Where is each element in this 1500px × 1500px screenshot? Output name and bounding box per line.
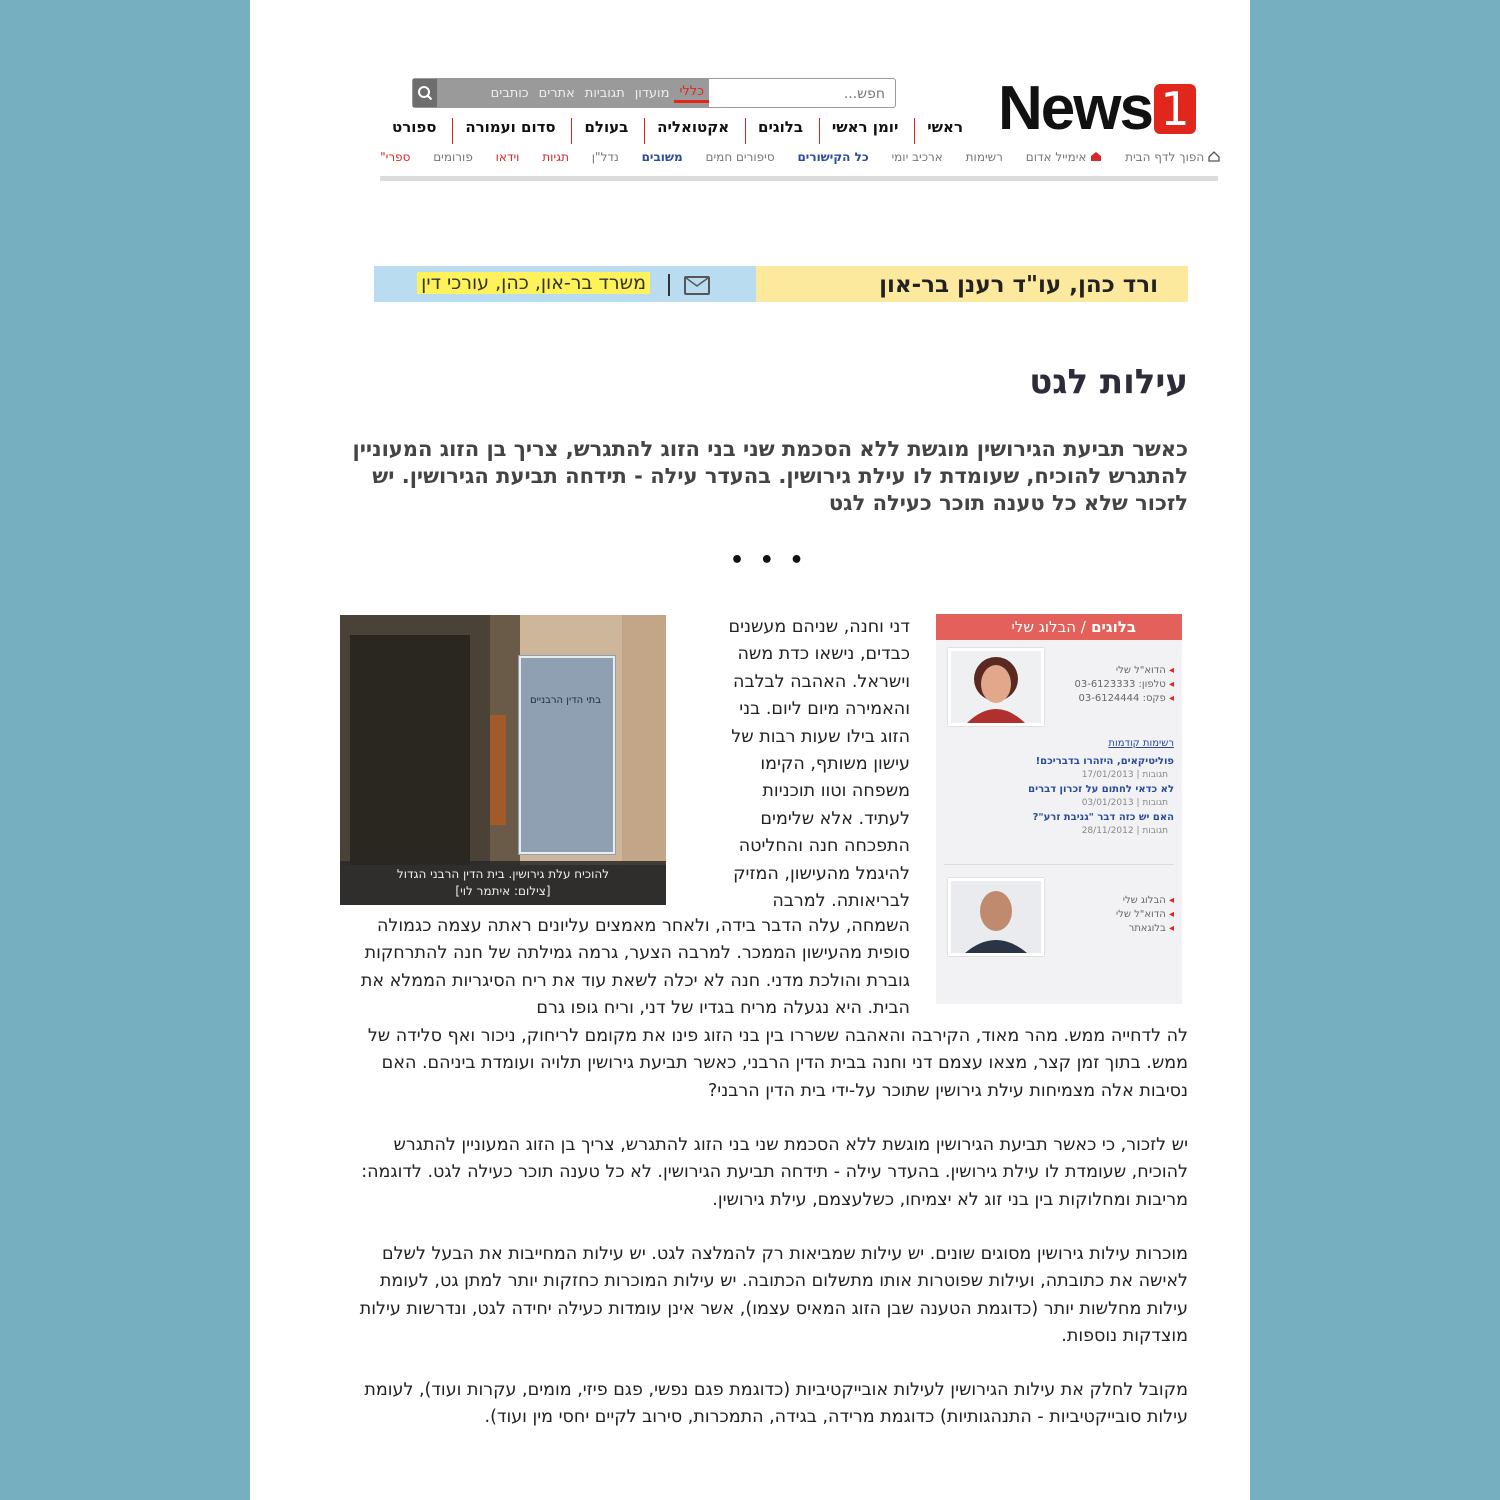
author2-avatar[interactable] [948, 878, 1044, 956]
banner-firm-name: משרד בר-און, כהן, עורכי דין [417, 272, 650, 294]
search-button[interactable] [413, 79, 437, 107]
header-divider [380, 176, 1218, 181]
recent-post-2[interactable]: לא כדאי לחתום על זכרון דברים [1028, 784, 1174, 795]
subnav-lists[interactable]: רשימות [965, 150, 1003, 164]
search-tab-club[interactable]: מועדון [634, 85, 670, 101]
court-photo [340, 615, 666, 905]
recent-post-1[interactable]: פוליטיקאים, היזהרו בדבריכם! [1035, 756, 1174, 767]
banner-authors [756, 266, 1188, 302]
search-tab-comments[interactable]: תגוביות [584, 85, 625, 101]
subnav-red-email[interactable]: אימייל אדום [1026, 150, 1103, 170]
author1-email-link[interactable]: ◂ הדוא"ל שלי [1115, 665, 1174, 676]
author1-fax: ◂ פקס: 03-6124444 [1078, 693, 1174, 704]
subnav-feedback[interactable]: משובים [641, 150, 683, 164]
banner-author-names: ורד כהן, עו"ד רענן בר-און [879, 272, 1158, 298]
mail-icon [1090, 151, 1102, 162]
paragraph-3: מוכרות עילות גירושין מסוגים שונים. יש עילות שמביאות רק להמלצה לגט. יש עילות המחייבות את הבעל לשלם לאישה את כתובתה, ועילות שפוטרות אותו מתשלום הכתובה. יש עילות המוכרות כחזקות יותר למתן גט, לעומת עילות מחלשות יותר (כדוגמת הטענה שבן הזוג המאיס עצמו), אשר אינן עומדות כעילה יחידה לגט, ונדרשות עילות מוצדקות נוספות. [359, 1244, 1188, 1347]
widget-myblog-link[interactable]: / הבלוג שלי [1011, 618, 1086, 636]
subnav-links[interactable]: כל הקישורים [797, 150, 869, 164]
author2-site-link[interactable]: ◂ בלוגאתר [1128, 923, 1174, 934]
search-input[interactable] [713, 79, 887, 109]
paragraph-4: מקובל לחלק את עילות הגירושין לעילות אובייקטיביות (כדוגמת פגם נפשי, פגם פיזי, מומים, עקרות ועוד), לעומת עילות סובייקטיביות - התנהגותיות) כדוגמת מרידה, בגידה, התמכרות, סירוב לקיים יחסי מין ועוד). [364, 1380, 1188, 1428]
recent-post-1-meta: תגובות | 17/01/2013 [1081, 770, 1168, 780]
logo-text: News [998, 74, 1152, 143]
author-banner[interactable] [374, 266, 1188, 302]
recent-post-3[interactable]: האם יש כזה דבר "גניבת זרע"? [1032, 812, 1174, 823]
nav-sport[interactable]: ספורט [392, 118, 437, 136]
nav-daily[interactable]: יומן ראשי [819, 118, 901, 144]
recent-post-2-meta: תגובות | 03/01/2013 [1081, 798, 1168, 808]
news1-logo[interactable] [998, 74, 1220, 143]
logo-digit: 1 [1154, 84, 1196, 134]
search-icon [417, 85, 433, 101]
article-lead: כאשר תביעת הגירושין מוגשת ללא הסכמת שני בני הזוג להתגרש, צריך בן הזוג המעוניין להתגרש להוכיח, שעומדת לו עילת גירושין. בהעדר עילה - תידחה תביעת הגירושין. יש לזכור שלא כל טענה תוכר כעילה לגט [352, 437, 1188, 515]
blog-widget [936, 614, 1182, 1004]
subnav-homepage[interactable]: הפוך לדף הבית [1125, 150, 1220, 170]
story-full: לה לדחייה ממש. מהר מאוד, הקירבה והאהבה ששררו בין בני הזוג פינו את מקומם לריחוק, ניכור ואף סלידה של ממש. בתוך זמן קצר, מצאו עצמם דני וחנה בבית הדין הרבני, כאשר תביעת גירושין תלויה ועומדת ביניהם. האם נסיבות אלה מצמיחות עילת גירושין שתוכר על-ידי בית הדין הרבני? [367, 1026, 1188, 1101]
nav-sdom[interactable]: סדום ועמורה [452, 118, 557, 144]
subnav-video[interactable]: וידאו [495, 150, 520, 164]
widget-blogs-link[interactable]: בלוגים [1091, 618, 1136, 636]
article-title: עילות לגט [1029, 362, 1188, 402]
author1-contact [1054, 664, 1174, 706]
search-tab-writers[interactable]: כותבים [490, 85, 529, 101]
widget-header [936, 614, 1182, 640]
nav-world[interactable]: בעולם [571, 118, 630, 144]
author2-email-link[interactable]: ◂ הדוא"ל שלי [1115, 909, 1174, 920]
author2-blog-link[interactable]: ◂ הבלוג שלי [1122, 895, 1174, 906]
photo-caption-text: להוכיח עלת גירושין. בית הדין הרבני הגדול [396, 867, 610, 881]
search-tabs [437, 79, 709, 107]
main-nav [380, 118, 965, 144]
nav-news[interactable]: אקטואליה [644, 118, 731, 144]
banner-firm [374, 266, 756, 302]
page [250, 0, 1250, 1500]
subnav-tags[interactable]: תגיות [542, 150, 569, 164]
nav-home[interactable]: ראשי [914, 118, 965, 144]
home-icon [1208, 151, 1220, 162]
subnav-archive[interactable]: ארכיב יומי [891, 150, 943, 164]
photo-credit: [צילום: איתמר לוי] [455, 884, 551, 898]
search-tab-sites[interactable]: אתרים [538, 85, 575, 101]
author1-avatar[interactable] [948, 648, 1044, 726]
subnav-books[interactable]: ספרי" [380, 150, 411, 164]
court-sign-text: בתי הדין הרבניים [530, 695, 601, 706]
search-bar [412, 78, 896, 108]
subnav-forums[interactable]: פורומים [433, 150, 473, 164]
recent-post-3-meta: תגובות | 28/11/2012 [1081, 826, 1168, 836]
photo-caption [340, 861, 666, 905]
widget-divider [944, 864, 1174, 865]
sub-nav [380, 150, 1220, 170]
paragraph-2: יש לזכור, כי כאשר תביעת הגירושין מוגשת ללא הסכמת שני בני הזוג להתגרש, צריך בן הזוג המעוניין להתגרש להוכיח, שעומדת לו עילת גירושין. בהעדר עילה - תידחה תביעת הגירושין. לא כל טענה תוכר כעילה לגט. לדוגמה: מריבות ומחלוקות בין בני זוג לא יצמיחו, כשלעצמם, עילת גירושין. [361, 1135, 1188, 1210]
envelope-icon[interactable] [684, 276, 710, 295]
author1-phone: ◂ טלפון: 03-6123333 [1074, 679, 1174, 690]
subnav-hot-stories[interactable]: סיפורים חמים [705, 150, 775, 164]
search-tab-general[interactable]: כללי [674, 84, 709, 103]
recent-posts-label[interactable]: רשימות קודמות [1108, 738, 1174, 749]
story-mid: השמחה, עלה הדבר בידה, ולאחר מאמצים עליונים ראתה עצמה כגמולה סופית מהעישון הממכר. למרבה הצער, גרמה גמילתה של חנה להתרחקות גוברת והולכת מדני. חנה לא יכלה לשאת עוד את ריח הסיגריות הממלא את הבית. היא נגעלה מריח בגדיו של דני, וריח גופו גרם [360, 916, 910, 1019]
subnav-realestate[interactable]: נדל"ן [591, 150, 619, 164]
court-photo-image [340, 615, 666, 865]
banner-divider [668, 274, 670, 296]
story-column: דני וחנה, שניהם מעשנים כבדים, נישאו כדת משה וישראל. האהבה לבלבה והאמירה מיום ליום. בני הזוג בילו שעות רבות של עישון משותף, הקימו משפחה וטוו תוכניות לעתיד. אלא שלימים התפכחה חנה והחליטה להיגמל מהעישון, המזיק לבריאותה. למרבה [728, 617, 910, 910]
author2-links [1054, 894, 1174, 936]
nav-blogs[interactable]: בלוגים [745, 118, 805, 144]
section-separator: • • • [730, 548, 808, 573]
